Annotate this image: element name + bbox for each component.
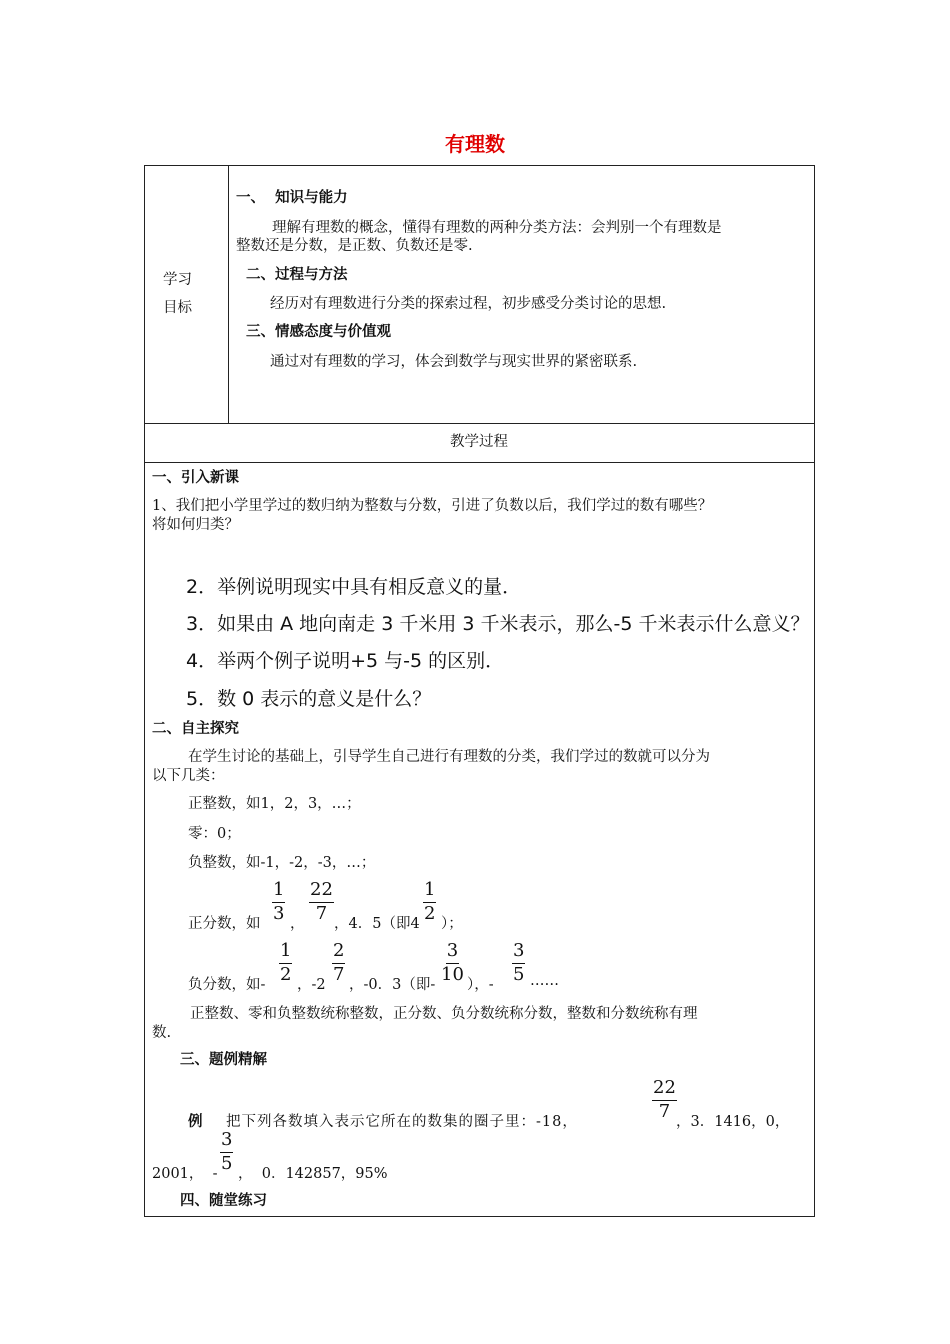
- fraction-numerator: 22: [309, 881, 334, 903]
- question-5: 5．数 0 表示的意义是什么？: [186, 688, 432, 710]
- negative-fraction-middle: ，-0．3（即-: [349, 977, 436, 993]
- fraction-numerator: 22: [652, 1079, 677, 1101]
- section-heading-attitude: 三、情感态度与价值观: [246, 324, 391, 340]
- example-label: 例: [188, 1114, 203, 1130]
- fraction-denominator: 7: [658, 1101, 671, 1122]
- section-heading-process: 二、过程与方法: [246, 267, 348, 283]
- fraction-denominator: 5: [513, 964, 525, 985]
- example-text: 把下列各数填入表示它所在的数集的圈子里：-18，: [226, 1114, 578, 1130]
- negative-fraction-separator: ，-2: [297, 977, 326, 993]
- positive-fraction-separator: ，: [290, 916, 305, 932]
- objectives-label-line2: 目标: [163, 300, 192, 316]
- zero-line: 零：0；: [188, 826, 241, 842]
- negative-integers: 负整数，如-1，-2，-3，…；: [188, 855, 376, 871]
- fraction-denominator: 7: [333, 964, 345, 985]
- section-heading-knowledge: 一、 知识与能力: [236, 190, 348, 206]
- knowledge-text-line2: 整数还是分数，是正数、负数还是零.: [236, 238, 473, 254]
- question-4: 4．举两个例子说明+5 与-5 的区别．: [186, 650, 505, 672]
- objectives-label-line1: 学习: [163, 272, 192, 288]
- part1-heading: 一、引入新课: [152, 470, 239, 486]
- fraction-denominator: 2: [424, 903, 436, 924]
- fraction-denominator: 2: [280, 964, 292, 985]
- example-fraction-22-7: [652, 1079, 677, 1121]
- part4-heading: 四、随堂练习: [180, 1193, 267, 1209]
- positive-integers: 正整数，如1，2，3，…；: [188, 796, 361, 812]
- summary-line1: 正整数、零和负整数统称整数，正分数、负分数统称分数，整数和分数统称有理: [190, 1006, 698, 1022]
- question-3: 3．如果由 A 地向南走 3 千米用 3 千米表示，那么-5 千米表示什么意义？: [186, 613, 810, 635]
- positive-fraction-end: ）；: [441, 916, 463, 932]
- example-tail: ，3．1416，0，: [676, 1114, 790, 1130]
- page-title: 有理数: [445, 132, 505, 156]
- example-fraction-3-5: [220, 1131, 233, 1173]
- fraction-neg-1-2: [279, 942, 292, 984]
- example-line2-a: 2001， -: [152, 1166, 218, 1182]
- fraction-1-3: [272, 881, 285, 923]
- fraction-numerator: 3: [220, 1131, 233, 1153]
- positive-fractions-label: 正分数，如: [188, 916, 261, 932]
- fraction-numerator: 3: [446, 942, 459, 964]
- classification-intro-line2: 以下几类：: [152, 768, 225, 784]
- negative-fraction-end: ……: [530, 973, 559, 989]
- fraction-2-7: [332, 942, 345, 984]
- fraction-22-7: [309, 881, 334, 923]
- fraction-numerator: 1: [279, 942, 292, 964]
- process-header-rule: [144, 462, 815, 463]
- fraction-denominator: 3: [273, 903, 285, 924]
- positive-fraction-middle: ，4．5（即4: [334, 916, 420, 932]
- negative-fractions-label: 负分数，如-: [188, 977, 266, 993]
- fraction-numerator: 2: [332, 942, 345, 964]
- attitude-text: 通过对有理数的学习，体会到数学与现实世界的紧密联系.: [270, 354, 638, 370]
- question-1-line1: 1、我们把小学里学过的数归纳为整数与分数，引进了负数以后，我们学过的数有哪些？: [152, 498, 713, 514]
- fraction-denominator: 5: [221, 1153, 233, 1174]
- classification-intro-line1: 在学生讨论的基础上，引导学生自己进行有理数的分类，我们学过的数就可以分为: [188, 749, 710, 765]
- part2-heading: 二、自主探究: [152, 721, 239, 737]
- objectives-bottom-rule: [144, 423, 815, 424]
- fraction-denominator: 10: [441, 964, 464, 985]
- part3-heading: 三、题例精解: [180, 1052, 267, 1068]
- summary-line2: 数.: [152, 1025, 172, 1041]
- fraction-1-2: [423, 881, 436, 923]
- fraction-numerator: 1: [423, 881, 436, 903]
- fraction-3-10: [441, 942, 464, 984]
- knowledge-text-line1: 理解有理数的概念，懂得有理数的两种分类方法：会判别一个有理数是: [272, 220, 722, 236]
- negative-fraction-separator-2: ），-: [467, 977, 494, 993]
- fraction-3-5: [512, 942, 525, 984]
- question-2: 2．举例说明现实中具有相反意义的量．: [186, 576, 522, 598]
- question-1-line2: 将如何归类？: [152, 517, 239, 533]
- objectives-divider: [228, 165, 229, 423]
- process-text: 经历对有理数进行分类的探索过程，初步感受分类讨论的思想.: [270, 296, 667, 312]
- example-line2-b: ， 0．142857，95%: [238, 1166, 388, 1182]
- process-header: 教学过程: [450, 434, 508, 450]
- fraction-numerator: 3: [512, 942, 525, 964]
- fraction-numerator: 1: [272, 881, 285, 903]
- fraction-denominator: 7: [315, 903, 328, 924]
